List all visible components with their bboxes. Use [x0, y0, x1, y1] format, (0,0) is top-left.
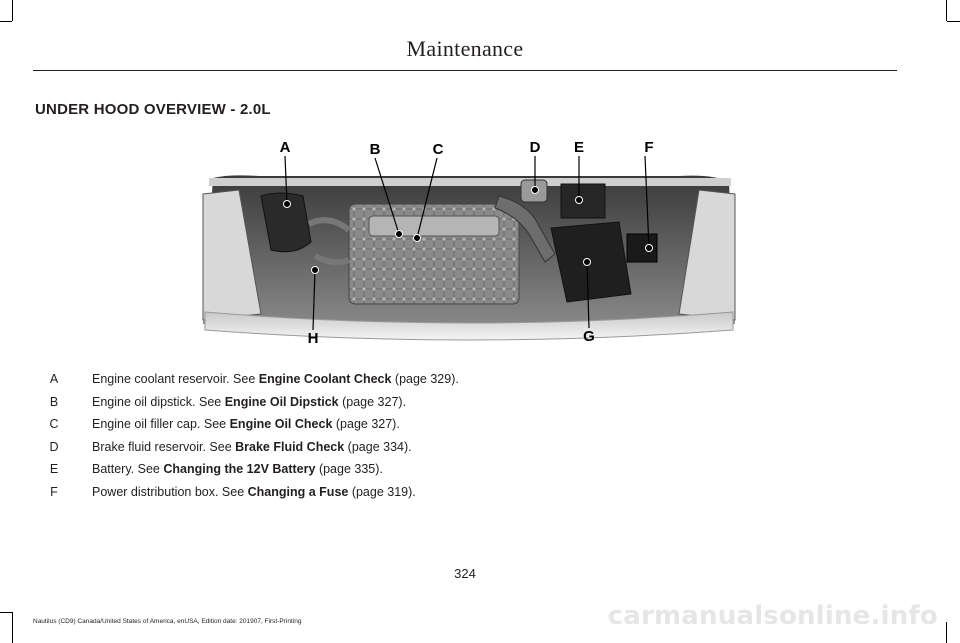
crop-mark [0, 21, 12, 22]
crop-mark [12, 0, 13, 21]
cross-reference-link[interactable]: Engine Oil Dipstick [224, 394, 339, 409]
callout-label-b: B [369, 141, 381, 158]
legend-row [40, 395, 740, 418]
cross-reference-link[interactable]: Changing the 12V Battery [163, 462, 316, 476]
legend-letter: E [49, 462, 59, 476]
callout-label-a: A [279, 139, 291, 156]
cross-reference-link[interactable]: Changing a Fuse [247, 484, 349, 499]
legend-letter: C [49, 417, 59, 431]
site-watermark: carmanualsonline.info [607, 601, 938, 631]
callout-label-h: H [307, 330, 319, 347]
callout-label-d: D [529, 139, 541, 156]
callout-label-e: E [573, 139, 585, 156]
engine-bay-drawing [203, 175, 735, 340]
legend-text: Power distribution box. See Changing a Fuse (page 319). [92, 484, 416, 499]
legend-letter: B [49, 394, 59, 409]
legend-row [40, 440, 740, 463]
edition-footer: Nautilus (CD9) Canada/United States of America, enUSA, Edition date: 201907, First-Printing [33, 618, 302, 625]
legend-letter: F [50, 484, 58, 499]
legend-text: Engine coolant reservoir. See Engine Coolant Check (page 329). [92, 372, 459, 386]
callout-label-c: C [432, 141, 444, 158]
cross-reference-link[interactable]: Engine Oil Check [229, 417, 333, 431]
header-rule [33, 70, 897, 71]
crop-mark [947, 21, 960, 22]
legend-text: Engine oil dipstick. See Engine Oil Dipstick (page 327). [92, 394, 407, 409]
legend-text: Battery. See Changing the 12V Battery (page 335). [92, 462, 383, 476]
under-hood-illustration [199, 134, 741, 348]
crop-mark [946, 622, 947, 643]
callout-legend [40, 372, 740, 507]
callout-label-g: G [583, 328, 595, 345]
legend-letter: D [49, 439, 59, 454]
page-header-title: Maintenance [406, 36, 524, 61]
page-number: 324 [454, 566, 476, 581]
legend-letter: A [49, 372, 59, 386]
callout-label-f: F [644, 139, 654, 156]
legend-row [40, 372, 740, 395]
legend-text: Engine oil filler cap. See Engine Oil Check (page 327). [92, 417, 400, 431]
cross-reference-link[interactable]: Brake Fluid Check [235, 439, 345, 454]
crop-mark [0, 612, 12, 613]
legend-text: Brake fluid reservoir. See Brake Fluid Check (page 334). [92, 439, 412, 454]
cross-reference-link[interactable]: Engine Coolant Check [258, 372, 392, 386]
legend-row [40, 417, 740, 440]
section-heading: UNDER HOOD OVERVIEW - 2.0L [35, 101, 271, 118]
crop-mark [946, 0, 947, 21]
legend-row [40, 462, 740, 485]
legend-row [40, 485, 740, 508]
crop-mark [12, 612, 13, 643]
